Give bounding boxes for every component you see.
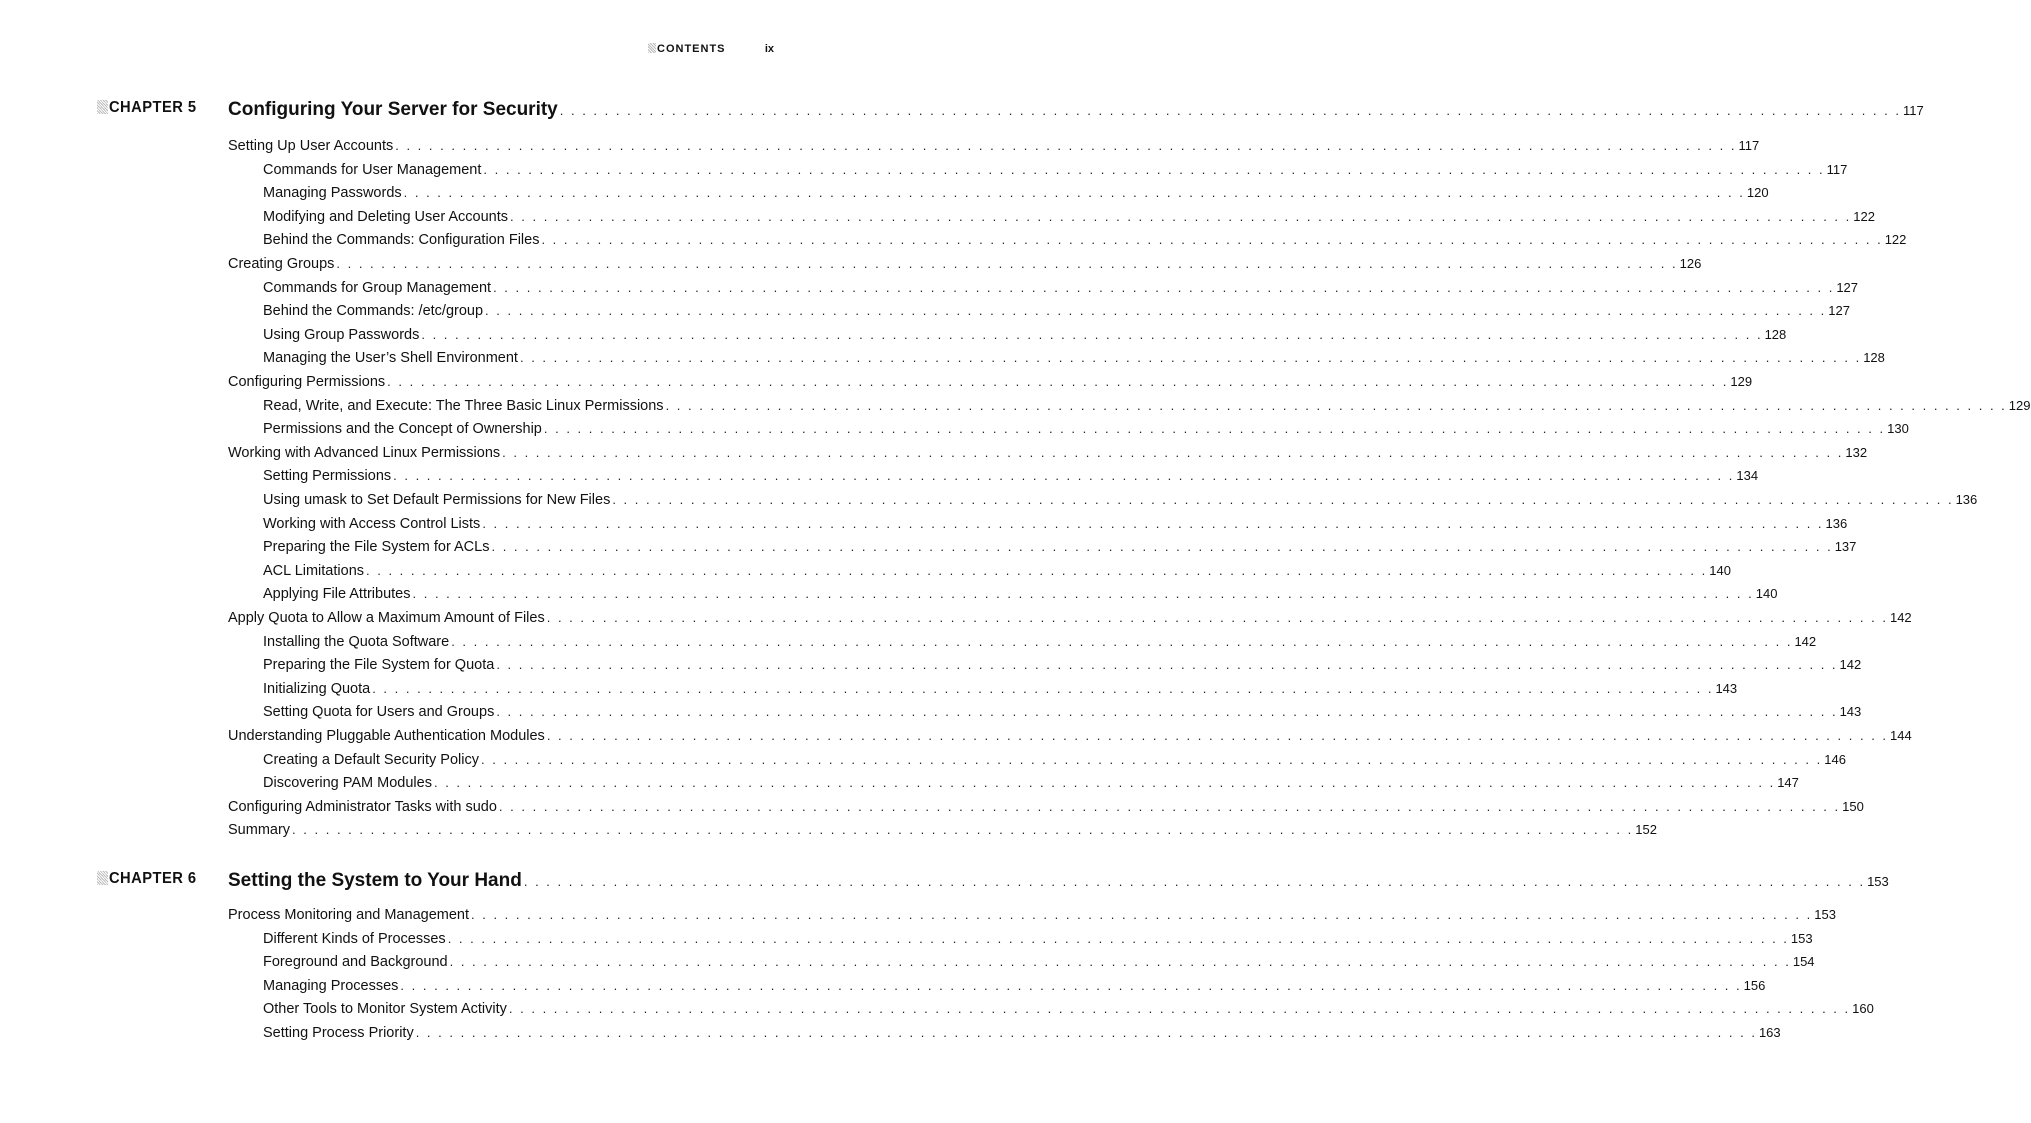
entry-page-number: 142 bbox=[1839, 657, 1862, 673]
entry-page-number: 117 bbox=[1826, 161, 1848, 177]
toc-subsection-entry[interactable] bbox=[263, 326, 1787, 347]
chapter-title: Configuring Your Server for Security bbox=[228, 99, 558, 120]
toc-section-entry[interactable] bbox=[228, 798, 1864, 819]
entry-title: Behind the Commands: Configuration Files bbox=[263, 232, 540, 249]
entry-title: Configuring Administrator Tasks with sudo bbox=[228, 798, 497, 815]
toc-section-entry[interactable] bbox=[228, 907, 1836, 927]
dot-leader: . . . . . . . . . . . . . . . . . . . . . . . . . . . . . . . . . . . . . . . . . . . . . . . . . . . . . . . . . . . . . . . . . . . . . . . . . . . . . . . . . . . . . . . . . . . . . . . . . . . . . . . . . . . . . . . . . . . . . . . . bbox=[502, 444, 1844, 460]
entry-page-number: 143 bbox=[1839, 704, 1862, 720]
chapter-page-number: 117 bbox=[1902, 103, 1924, 118]
entry-title: Different Kinds of Processes bbox=[263, 930, 446, 947]
entry-page-number: 137 bbox=[1834, 539, 1857, 555]
entry-page-number: 152 bbox=[1635, 822, 1657, 838]
dot-leader: . . . . . . . . . . . . . . . . . . . . . . . . . . . . . . . . . . . . . . . . . . . . . . . . . . . . . . . . . . . . . . . . . . . . . . . . . . . . . . . . . . . . . . . . . . . . . . . . . . . . . . . . . . . . . . . . . . . . . . . . bbox=[471, 907, 1813, 922]
entry-title: Commands for Group Management bbox=[263, 279, 492, 296]
entry-page-number: 129 bbox=[2008, 397, 2031, 413]
toc-subsection-entry[interactable] bbox=[263, 185, 1769, 205]
chapter-mark-icon bbox=[97, 871, 108, 885]
dot-leader: . . . . . . . . . . . . . . . . . . . . . . . . . . . . . . . . . . . . . . . . . . . . . . . . . . . . . . . . . . . . . . . . . . . . . . . . . . . . . . . . . . . . . . . . . . . . . . . . . . . . . . . . . . . . . . . . . . . . . . . . bbox=[433, 775, 1776, 791]
entry-title: Managing Passwords bbox=[263, 185, 402, 202]
toc-subsection-entry[interactable] bbox=[263, 161, 1848, 182]
toc-subsection-entry[interactable] bbox=[263, 468, 1759, 488]
toc-subsection-entry[interactable] bbox=[263, 303, 1850, 323]
header-label: CONTENTS bbox=[657, 43, 726, 55]
dot-leader: . . . . . . . . . . . . . . . . . . . . . . . . . . . . . . . . . . . . . . . . . . . . . . . . . . . . . . . . . . . . . . . . . . . . . . . . . . . . . . . . . . . . . . . . . . . . . . . . . . . . . . . . . . . . . . . . . . . . . . . . bbox=[519, 350, 1862, 366]
dot-leader: . . . . . . . . . . . . . . . . . . . . . . . . . . . . . . . . . . . . . . . . . . . . . . . . . . . . . . . . . . . . . . . . . . . . . . . . . . . . . . . . . . . . . . . . . . . . . . . . . . . . . . . . . . . . . . . . . . . . . . . . bbox=[451, 633, 1793, 649]
entry-page-number: 144 bbox=[1890, 728, 1912, 743]
entry-page-number: 160 bbox=[1852, 1001, 1874, 1017]
toc-subsection-entry[interactable] bbox=[263, 954, 1815, 974]
dot-leader: . . . . . . . . . . . . . . . . . . . . . . . . . . . . . . . . . . . . . . . . . . . . . . . . . . . . . . . . . . . . . . . . . . . . . . . . . . . . . . . . . . . . . . . . . . . . . . . . . . . . . . . . . . . . . . . . . . . . . . . . bbox=[403, 185, 1745, 201]
entry-title: Summary bbox=[228, 822, 291, 839]
dot-leader: . . . . . . . . . . . . . . . . . . . . . . . . . . . . . . . . . . . . . . . . . . . . . . . . . . . . . . . . . . . . . . . . . . . . . . . . . . . . . . . . . . . . . . . . . . . . . . . . . . . . . . . . . . . . . . . . . . . . . . . . bbox=[546, 610, 1888, 625]
dot-leader: . . . . . . . . . . . . . . . . . . . . . . . . . . . . . . . . . . . . . . . . . . . . . . . . . . . . . . . . . . . . . . . . . . . . . . . . . . . . . . . . . . . . . . . . . . . . . . . . . . . . . . . . . . . . . . . . . . . . . . . . bbox=[665, 397, 2007, 413]
entry-title: Creating Groups bbox=[228, 256, 335, 272]
toc-section-entry[interactable] bbox=[228, 728, 1912, 748]
chapter-label-text: CHAPTER 6 bbox=[108, 870, 197, 887]
dot-leader: . . . . . . . . . . . . . . . . . . . . . . . . . . . . . . . . . . . . . . . . . . . . . . . . . . . . . . . . . . . . . . . . . . . . . . . . . . . . . . . . . . . . . . . . . . . . . . . . . . . . . . . . . . . . . . . . . . . . . . . . bbox=[541, 232, 1883, 248]
entry-title: ACL Limitations bbox=[263, 562, 365, 579]
entry-page-number: 134 bbox=[1736, 468, 1759, 484]
entry-page-number: 127 bbox=[1836, 279, 1859, 295]
dot-leader: . . . . . . . . . . . . . . . . . . . . . . . . . . . . . . . . . . . . . . . . . . . . . . . . . . . . . . . . . . . . . . . . . . . . . . . . . . . . . . . . . . . . . . . . . . . . . . . . . . . . . . . . . . . . . . . . . . . . . . . . bbox=[395, 138, 1737, 153]
entry-title: Permissions and the Concept of Ownership bbox=[263, 421, 542, 438]
entry-title: Preparing the File System for ACLs bbox=[263, 539, 490, 556]
toc-subsection-entry[interactable] bbox=[263, 775, 1799, 795]
entry-title: Initializing Quota bbox=[263, 680, 371, 697]
entry-title: Working with Access Control Lists bbox=[263, 515, 481, 532]
toc-subsection-entry[interactable] bbox=[263, 397, 2031, 418]
dot-leader: . . . . . . . . . . . . . . . . . . . . . . . . . . . . . . . . . . . . . . . . . . . . . . . . . . . . . . . . . . . . . . . . . . . . . . . . . . . . . . . . . . . . . . . . . . . . . . . . . . . . . . . . . . . . . . . . . . . . . . . . bbox=[491, 539, 1833, 555]
entry-title: Commands for User Management bbox=[263, 161, 482, 178]
dot-leader: . . . . . . . . . . . . . . . . . . . . . . . . . . . . . . . . . . . . . . . . . . . . . . . . . . . . . . . . . . . . . . . . . . . . . . . . . . . . . . . . . . . . . . . . . . . . . . . . . . . . . . . . . . . . . . . . . . . . . . . . bbox=[523, 874, 1866, 889]
entry-title: Process Monitoring and Management bbox=[228, 907, 469, 923]
dot-leader: . . . . . . . . . . . . . . . . . . . . . . . . . . . . . . . . . . . . . . . . . . . . . . . . . . . . . . . . . . . . . . . . . . . . . . . . . . . . . . . . . . . . . . . . . . . . . . . . . . . . . . . . . . . . . . . . . . . . . . . . bbox=[336, 256, 1678, 271]
chapter-label bbox=[97, 870, 197, 888]
entry-title: Preparing the File System for Quota bbox=[263, 657, 495, 674]
toc-subsection-entry[interactable] bbox=[263, 704, 1862, 724]
entry-page-number: 122 bbox=[1884, 232, 1907, 248]
entry-title: Working with Advanced Linux Permissions bbox=[228, 444, 501, 461]
entry-page-number: 140 bbox=[1755, 586, 1778, 602]
dot-leader: . . . . . . . . . . . . . . . . . . . . . . . . . . . . . . . . . . . . . . . . . . . . . . . . . . . . . . . . . . . . . . . . . . . . . . . . . . . . . . . . . . . . . . . . . . . . . . . . . . . . . . . . . . . . . . . . . . . . . . . . bbox=[387, 374, 1729, 389]
dot-leader: . . . . . . . . . . . . . . . . . . . . . . . . . . . . . . . . . . . . . . . . . . . . . . . . . . . . . . . . . . . . . . . . . . . . . . . . . . . . . . . . . . . . . . . . . . . . . . . . . . . . . . . . . . . . . . . . . . . . . . . . bbox=[292, 822, 1634, 838]
chapter-title-row[interactable] bbox=[228, 870, 1889, 892]
toc-section-entry[interactable] bbox=[228, 374, 1753, 394]
dot-leader: . . . . . . . . . . . . . . . . . . . . . . . . . . . . . . . . . . . . . . . . . . . . . . . . . . . . . . . . . . . . . . . . . . . . . . . . . . . . . . . . . . . . . . . . . . . . . . . . . . . . . . . . . . . . . . . . . . . . . . . . bbox=[498, 798, 1841, 814]
dot-leader: . . . . . . . . . . . . . . . . . . . . . . . . . . . . . . . . . . . . . . . . . . . . . . . . . . . . . . . . . . . . . . . . . . . . . . . . . . . . . . . . . . . . . . . . . . . . . . . . . . . . . . . . . . . . . . . . . . . . . . . . bbox=[483, 161, 1825, 177]
entry-title: Apply Quota to Allow a Maximum Amount of Files bbox=[228, 610, 545, 626]
toc-subsection-entry[interactable] bbox=[263, 680, 1738, 701]
entry-page-number: 150 bbox=[1842, 798, 1864, 814]
dot-leader: . . . . . . . . . . . . . . . . . . . . . . . . . . . . . . . . . . . . . . . . . . . . . . . . . . . . . . . . . . . . . . . . . . . . . . . . . . . . . . . . . . . . . . . . . . . . . . . . . . . . . . . . . . . . . . . . . . . . . . . . bbox=[496, 657, 1838, 673]
dot-leader: . . . . . . . . . . . . . . . . . . . . . . . . . . . . . . . . . . . . . . . . . . . . . . . . . . . . . . . . . . . . . . . . . . . . . . . . . . . . . . . . . . . . . . . . . . . . . . . . . . . . . . . . . . . . . . . . . . . . . . . . bbox=[508, 1001, 1851, 1017]
entry-page-number: 146 bbox=[1824, 751, 1846, 767]
entry-page-number: 129 bbox=[1730, 374, 1753, 389]
toc-subsection-entry[interactable] bbox=[263, 515, 1848, 536]
chapter-title-row[interactable] bbox=[228, 99, 1924, 121]
dot-leader: . . . . . . . . . . . . . . . . . . . . . . . . . . . . . . . . . . . . . . . . . . . . . . . . . . . . . . . . . . . . . . . . . . . . . . . . . . . . . . . . . . . . . . . . . . . . . . . . . . . . . . . . . . . . . . . . . . . . . . . . bbox=[496, 704, 1838, 720]
toc-subsection-entry[interactable] bbox=[263, 279, 1859, 300]
toc-subsection-entry[interactable] bbox=[263, 633, 1817, 654]
entry-page-number: 140 bbox=[1709, 562, 1731, 578]
entry-title: Setting Quota for Users and Groups bbox=[263, 704, 495, 721]
running-head bbox=[648, 43, 778, 55]
dot-leader: . . . . . . . . . . . . . . . . . . . . . . . . . . . . . . . . . . . . . . . . . . . . . . . . . . . . . . . . . . . . . . . . . . . . . . . . . . . . . . . . . . . . . . . . . . . . . . . . . . . . . . . . . . . . . . . . . . . . . . . . bbox=[412, 586, 1754, 602]
dot-leader: . . . . . . . . . . . . . . . . . . . . . . . . . . . . . . . . . . . . . . . . . . . . . . . . . . . . . . . . . . . . . . . . . . . . . . . . . . . . . . . . . . . . . . . . . . . . . . . . . . . . . . . . . . . . . . . . . . . . . . . . bbox=[366, 562, 1708, 578]
entry-page-number: 127 bbox=[1828, 303, 1850, 319]
toc-subsection-entry[interactable] bbox=[263, 657, 1862, 677]
dot-leader: . . . . . . . . . . . . . . . . . . . . . . . . . . . . . . . . . . . . . . . . . . . . . . . . . . . . . . . . . . . . . . . . . . . . . . . . . . . . . . . . . . . . . . . . . . . . . . . . . . . . . . . . . . . . . . . . . . . . . . . . bbox=[400, 977, 1742, 993]
entry-page-number: 153 bbox=[1790, 930, 1813, 946]
entry-page-number: 128 bbox=[1863, 350, 1885, 366]
entry-title: Installing the Quota Software bbox=[263, 633, 450, 650]
toc-subsection-entry[interactable] bbox=[263, 539, 1857, 559]
entry-page-number: 136 bbox=[1955, 492, 1978, 507]
toc-section-entry[interactable] bbox=[228, 256, 1702, 276]
entry-page-number: 126 bbox=[1679, 256, 1702, 271]
dot-leader: . . . . . . . . . . . . . . . . . . . . . . . . . . . . . . . . . . . . . . . . . . . . . . . . . . . . . . . . . . . . . . . . . . . . . . . . . . . . . . . . . . . . . . . . . . . . . . . . . . . . . . . . . . . . . . . . . . . . . . . . bbox=[421, 326, 1763, 342]
dot-leader: . . . . . . . . . . . . . . . . . . . . . . . . . . . . . . . . . . . . . . . . . . . . . . . . . . . . . . . . . . . . . . . . . . . . . . . . . . . . . . . . . . . . . . . . . . . . . . . . . . . . . . . . . . . . . . . . . . . . . . . . bbox=[543, 421, 1886, 437]
toc-subsection-entry[interactable] bbox=[263, 1025, 1781, 1045]
dot-leader: . . . . . . . . . . . . . . . . . . . . . . . . . . . . . . . . . . . . . . . . . . . . . . . . . . . . . . . . . . . . . . . . . . . . . . . . . . . . . . . . . . . . . . . . . . . . . . . . . . . . . . . . . . . . . . . . . . . . . . . . bbox=[415, 1025, 1757, 1040]
entry-page-number: 156 bbox=[1743, 977, 1766, 993]
toc-subsection-entry[interactable] bbox=[263, 562, 1731, 583]
entry-title: Setting Permissions bbox=[263, 468, 392, 485]
dot-leader: . . . . . . . . . . . . . . . . . . . . . . . . . . . . . . . . . . . . . . . . . . . . . . . . . . . . . . . . . . . . . . . . . . . . . . . . . . . . . . . . . . . . . . . . . . . . . . . . . . . . . . . . . . . . . . . . . . . . . . . . bbox=[481, 751, 1823, 767]
toc-subsection-entry[interactable] bbox=[263, 1001, 1874, 1021]
entry-page-number: 122 bbox=[1853, 208, 1875, 224]
toc-subsection-entry[interactable] bbox=[263, 977, 1766, 998]
entry-page-number: 136 bbox=[1825, 515, 1848, 531]
toc-subsection-entry[interactable] bbox=[263, 930, 1813, 951]
dot-leader: . . . . . . . . . . . . . . . . . . . . . . . . . . . . . . . . . . . . . . . . . . . . . . . . . . . . . . . . . . . . . . . . . . . . . . . . . . . . . . . . . . . . . . . . . . . . . . . . . . . . . . . . . . . . . . . . . . . . . . . . bbox=[612, 492, 1954, 507]
entry-page-number: 142 bbox=[1889, 610, 1912, 625]
toc-subsection-entry[interactable] bbox=[263, 492, 1978, 512]
dot-leader: . . . . . . . . . . . . . . . . . . . . . . . . . . . . . . . . . . . . . . . . . . . . . . . . . . . . . . . . . . . . . . . . . . . . . . . . . . . . . . . . . . . . . . . . . . . . . . . . . . . . . . . . . . . . . . . . . . . . . . . . bbox=[372, 680, 1714, 696]
entry-title: Applying File Attributes bbox=[263, 586, 411, 603]
entry-title: Foreground and Background bbox=[263, 954, 448, 971]
entry-page-number: 163 bbox=[1758, 1025, 1781, 1040]
entry-title: Using Group Passwords bbox=[263, 326, 420, 343]
entry-title: Discovering PAM Modules bbox=[263, 775, 432, 792]
chapter-page-number: 153 bbox=[1867, 874, 1889, 889]
toc-subsection-entry[interactable] bbox=[263, 586, 1778, 606]
toc-section-entry[interactable] bbox=[228, 610, 1912, 630]
entry-page-number: 142 bbox=[1794, 633, 1817, 649]
dot-leader: . . . . . . . . . . . . . . . . . . . . . . . . . . . . . . . . . . . . . . . . . . . . . . . . . . . . . . . . . . . . . . . . . . . . . . . . . . . . . . . . . . . . . . . . . . . . . . . . . . . . . . . . . . . . . . . . . . . . . . . . bbox=[510, 208, 1852, 224]
dot-leader: . . . . . . . . . . . . . . . . . . . . . . . . . . . . . . . . . . . . . . . . . . . . . . . . . . . . . . . . . . . . . . . . . . . . . . . . . . . . . . . . . . . . . . . . . . . . . . . . . . . . . . . . . . . . . . . . . . . . . . . . bbox=[447, 930, 1789, 946]
dot-leader: . . . . . . . . . . . . . . . . . . . . . . . . . . . . . . . . . . . . . . . . . . . . . . . . . . . . . . . . . . . . . . . . . . . . . . . . . . . . . . . . . . . . . . . . . . . . . . . . . . . . . . . . . . . . . . . . . . . . . . . . bbox=[482, 515, 1824, 531]
entry-page-number: 120 bbox=[1746, 185, 1769, 201]
toc-subsection-entry[interactable] bbox=[263, 421, 1909, 441]
entry-page-number: 154 bbox=[1792, 954, 1815, 970]
dot-leader: . . . . . . . . . . . . . . . . . . . . . . . . . . . . . . . . . . . . . . . . . . . . . . . . . . . . . . . . . . . . . . . . . . . . . . . . . . . . . . . . . . . . . . . . . . . . . . . . . . . . . . . . . . . . . . . . . . . . . . . . bbox=[485, 303, 1827, 319]
entry-title: Using umask to Set Default Permissions for New Files bbox=[263, 492, 611, 508]
dot-leader: . . . . . . . . . . . . . . . . . . . . . . . . . . . . . . . . . . . . . . . . . . . . . . . . . . . . . . . . . . . . . . . . . . . . . . . . . . . . . . . . . . . . . . . . . . . . . . . . . . . . . . . . . . . . . . . . . . . . . . . . bbox=[449, 954, 1791, 970]
dot-leader: . . . . . . . . . . . . . . . . . . . . . . . . . . . . . . . . . . . . . . . . . . . . . . . . . . . . . . . . . . . . . . . . . . . . . . . . . . . . . . . . . . . . . . . . . . . . . . . . . . . . . . . . . . . . . . . . . . . . . . . . bbox=[546, 728, 1889, 743]
toc-section-entry[interactable] bbox=[228, 444, 1868, 465]
entry-title: Other Tools to Monitor System Activity bbox=[263, 1001, 507, 1018]
entry-title: Modifying and Deleting User Accounts bbox=[263, 208, 509, 225]
chapter-label bbox=[97, 99, 197, 117]
dot-leader: . . . . . . . . . . . . . . . . . . . . . . . . . . . . . . . . . . . . . . . . . . . . . . . . . . . . . . . . . . . . . . . . . . . . . . . . . . . . . . . . . . . . . . . . . . . . . . . . . . . . . . . . . . . . . . . . . . . . . . . . bbox=[393, 468, 1735, 484]
entry-page-number: 147 bbox=[1777, 775, 1799, 791]
entry-page-number: 132 bbox=[1845, 444, 1868, 460]
entry-title: Managing Processes bbox=[263, 977, 399, 994]
toc-subsection-entry[interactable] bbox=[263, 232, 1907, 252]
entry-page-number: 117 bbox=[1738, 138, 1760, 153]
entry-page-number: 128 bbox=[1764, 326, 1787, 342]
chapter-mark-icon bbox=[97, 100, 108, 114]
entry-title: Understanding Pluggable Authentication Modules bbox=[228, 728, 545, 744]
entry-title: Read, Write, and Execute: The Three Basic Linux Permissions bbox=[263, 397, 664, 414]
header-mark-icon bbox=[648, 43, 656, 53]
toc-section-entry[interactable] bbox=[228, 138, 1760, 158]
toc-subsection-entry[interactable] bbox=[263, 350, 1885, 370]
entry-title: Behind the Commands: /etc/group bbox=[263, 303, 484, 320]
toc-subsection-entry[interactable] bbox=[263, 751, 1846, 772]
dot-leader: . . . . . . . . . . . . . . . . . . . . . . . . . . . . . . . . . . . . . . . . . . . . . . . . . . . . . . . . . . . . . . . . . . . . . . . . . . . . . . . . . . . . . . . . . . . . . . . . . . . . . . . . . . . . . . . . . . . . . . . . bbox=[559, 103, 1901, 118]
chapter-label-text: CHAPTER 5 bbox=[108, 99, 197, 116]
entry-title: Setting Process Priority bbox=[263, 1025, 414, 1041]
entry-page-number: 143 bbox=[1715, 680, 1738, 696]
entry-title: Setting Up User Accounts bbox=[228, 138, 394, 154]
entry-page-number: 153 bbox=[1814, 907, 1836, 922]
entry-title: Configuring Permissions bbox=[228, 374, 386, 390]
header-page-number: ix bbox=[764, 43, 774, 55]
toc-subsection-entry[interactable] bbox=[263, 208, 1875, 229]
entry-title: Creating a Default Security Policy bbox=[263, 751, 479, 768]
entry-title: Managing the User’s Shell Environment bbox=[263, 350, 518, 367]
entry-page-number: 130 bbox=[1887, 421, 1909, 437]
chapter-title: Setting the System to Your Hand bbox=[228, 870, 522, 891]
toc-section-entry[interactable] bbox=[228, 822, 1657, 842]
dot-leader: . . . . . . . . . . . . . . . . . . . . . . . . . . . . . . . . . . . . . . . . . . . . . . . . . . . . . . . . . . . . . . . . . . . . . . . . . . . . . . . . . . . . . . . . . . . . . . . . . . . . . . . . . . . . . . . . . . . . . . . . bbox=[493, 279, 1835, 295]
